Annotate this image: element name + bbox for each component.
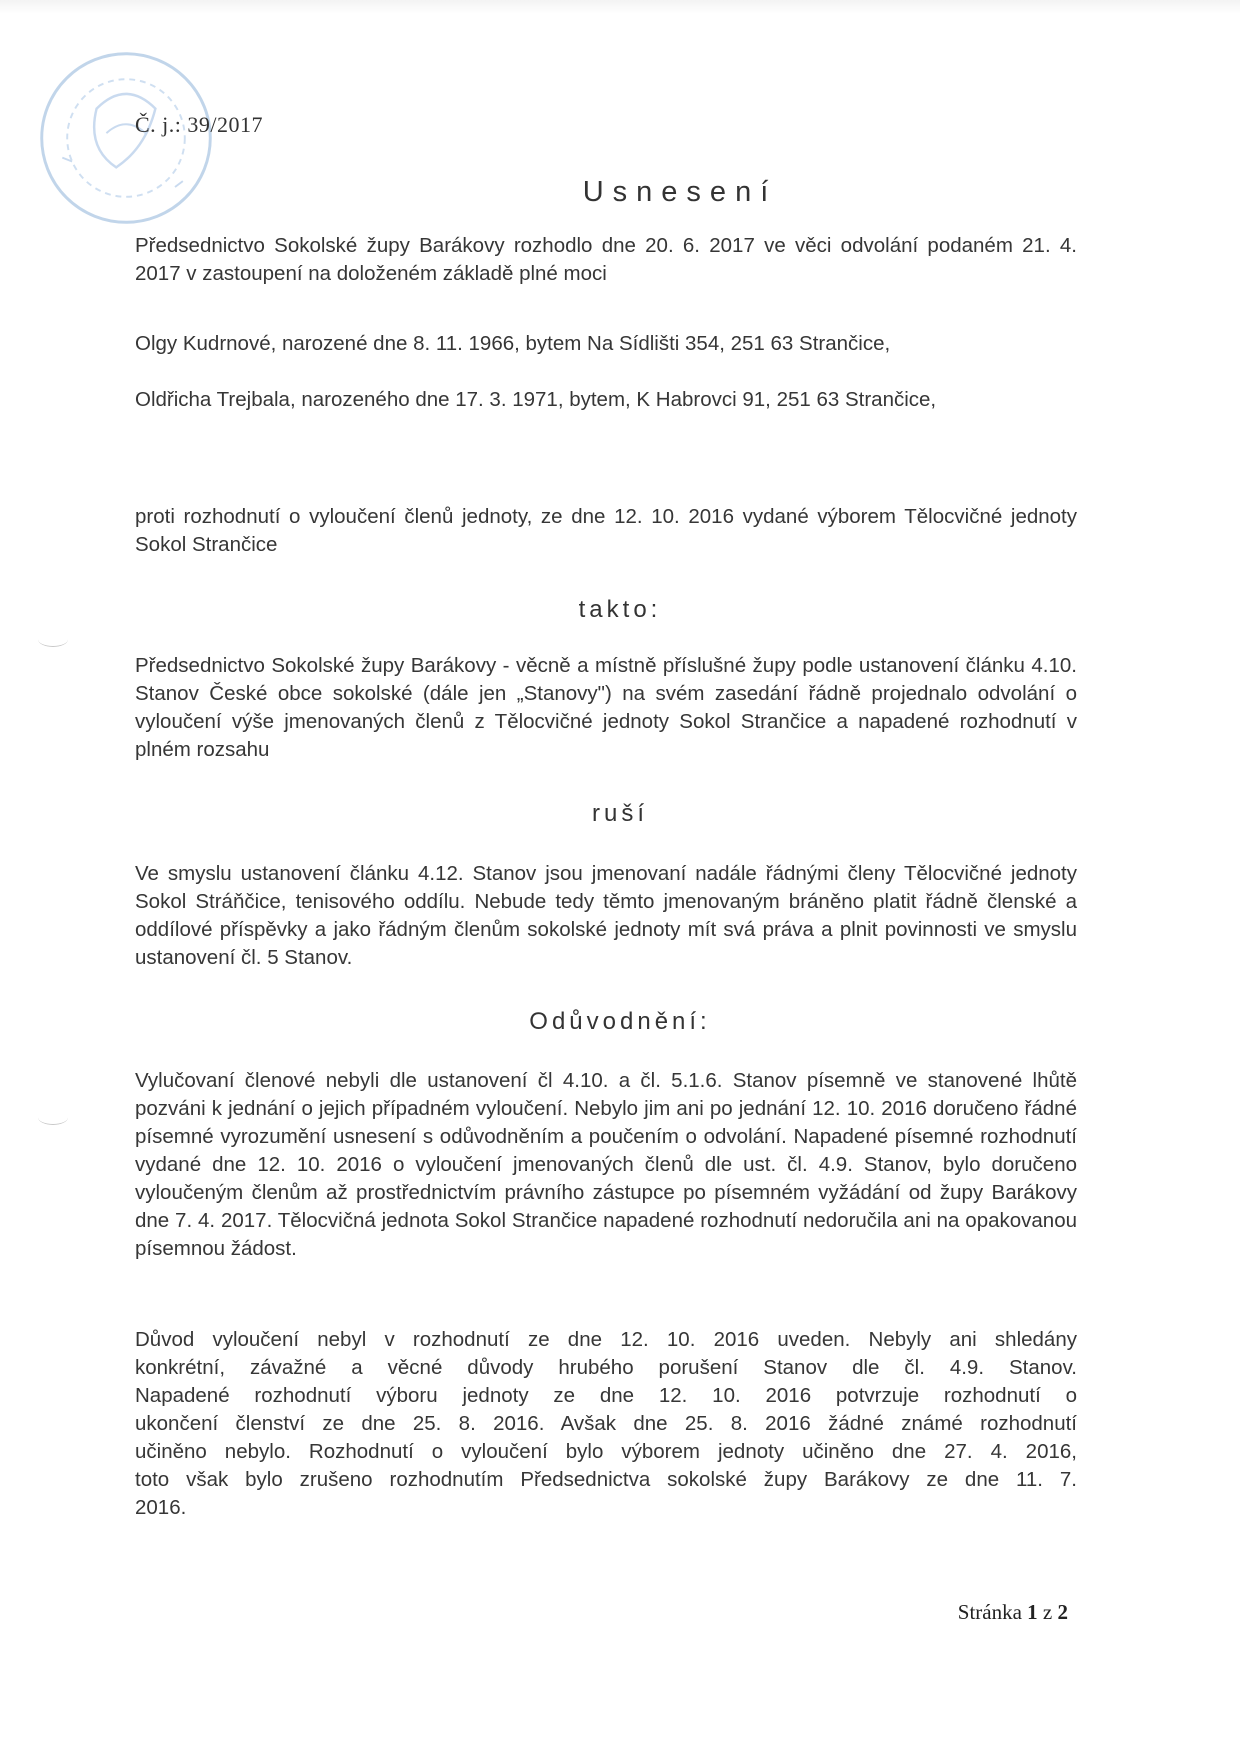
reasoning-line: učiněno nebylo. Rozhodnutí o vyloučení bylo výborem jednoty učiněno dne 27. 4. 2016, [135,1440,1077,1463]
against-paragraph: proti rozhodnutí o vyloučení členů jednoty, ze dne 12. 10. 2016 vydané výborem Tělocvičné jednoty Sokol Strančice [135,505,1077,556]
reasoning-line: toto však bylo zrušeno rozhodnutím Předsednictva sokolské župy Barákovy ze dne 11. 7. [135,1468,1077,1491]
page-number [958,1600,1068,1625]
punch-hole-mark [38,1110,68,1125]
page-separator: z [1042,1600,1053,1624]
reference-number: Č. j.: 39/2017 [135,112,264,137]
party-2: Oldřicha Trejbala, narozeného dne 17. 3. 1971, bytem, K Habrovci 91, 251 63 Strančice, [135,388,937,411]
reasoning-paragraph-1: Vylučovaní členové nebyli dle ustanovení čl 4.10. a čl. 5.1.6. Stanov písemně ve stanovené lhůtě pozváni k jednání o jejich případném vyloučení. Nebylo jim ani po jednání 12. 10. 2016 doručeno řádné písemné vyrozumění usnesení s odůvodněním a poučením o odvolání. Napadené písemné rozhodnutí vydané dne 12. 10. 2016 o vyloučení jmenovaných členů dle ust. čl. 4.9. Stanov, bylo doručeno vyloučeným členům až prostřednictvím právního zástupce po písemném vyžádání od župy Barákovy dne 7. 4. 2017. Tělocvičná jednota Sokol Strančice napadené rozhodnutí nedoručila ani na opakovanou písemnou žádost. [135,1069,1077,1260]
page-label: Stránka [957,1600,1022,1624]
page-current: 1 [1027,1600,1038,1624]
document-title: Usnesení [582,176,778,208]
heading-takto: takto: [578,596,662,623]
reasoning-line: Důvod vyloučení nebyl v rozhodnutí ze dne 12. 10. 2016 uveden. Nebyly ani shledány [135,1328,1077,1351]
party-1: Olgy Kudrnové, narozené dne 8. 11. 1966, bytem Na Sídlišti 354, 251 63 Strančice, [135,332,891,355]
intro-paragraph: Předsednictvo Sokolské župy Barákovy rozhodlo dne 20. 6. 2017 ve věci odvolání podaném 21. 4. 2017 v zastoupení na doloženém základě plné moci [135,234,1077,285]
scan-edge [0,0,1240,14]
reasoning-line: Napadené rozhodnutí výboru jednoty ze dne 12. 10. 2016 potvrzuje rozhodnutí o [135,1384,1077,1407]
heading-rusi: ruší [591,800,648,827]
decision-paragraph: Předsednictvo Sokolské župy Barákovy - věcně a místně příslušné župy podle ustanovení článku 4.10. Stanov České obce sokolské (dále jen „Stanovy") na svém zasedání řádně projednalo odvolání o vyloučení výše jmenovaných členů z Tělocvičné jednoty Sokol Strančice a napadené rozhodnutí v plném rozsahu [135,654,1077,761]
consequence-paragraph: Ve smyslu ustanovení článku 4.12. Stanov jsou jmenovaní nadále řádnými členy Tělocvičné jednoty Sokol Stráňčice, tenisového oddílu. Nebude tedy těmto jmenovaným bráněno platit řádně členské a oddílové příspěvky a jako řádným členům sokolské jednoty mít svá práva a plnit povinnosti ve smyslu ustanovení čl. 5 Stanov. [135,862,1077,969]
reasoning-line: konkrétní, závažné a věcné důvody hrubého porušení Stanov dle čl. 4.9. Stanov. [135,1356,1077,1379]
punch-hole-mark [38,632,68,647]
reasoning-line: 2016. [135,1496,187,1519]
heading-reasoning: Odůvodnění: [529,1008,711,1035]
page-total: 2 [1057,1600,1068,1624]
reasoning-line: ukončení členství ze dne 25. 8. 2016. Avšak dne 25. 8. 2016 žádné známé rozhodnutí [135,1412,1077,1435]
